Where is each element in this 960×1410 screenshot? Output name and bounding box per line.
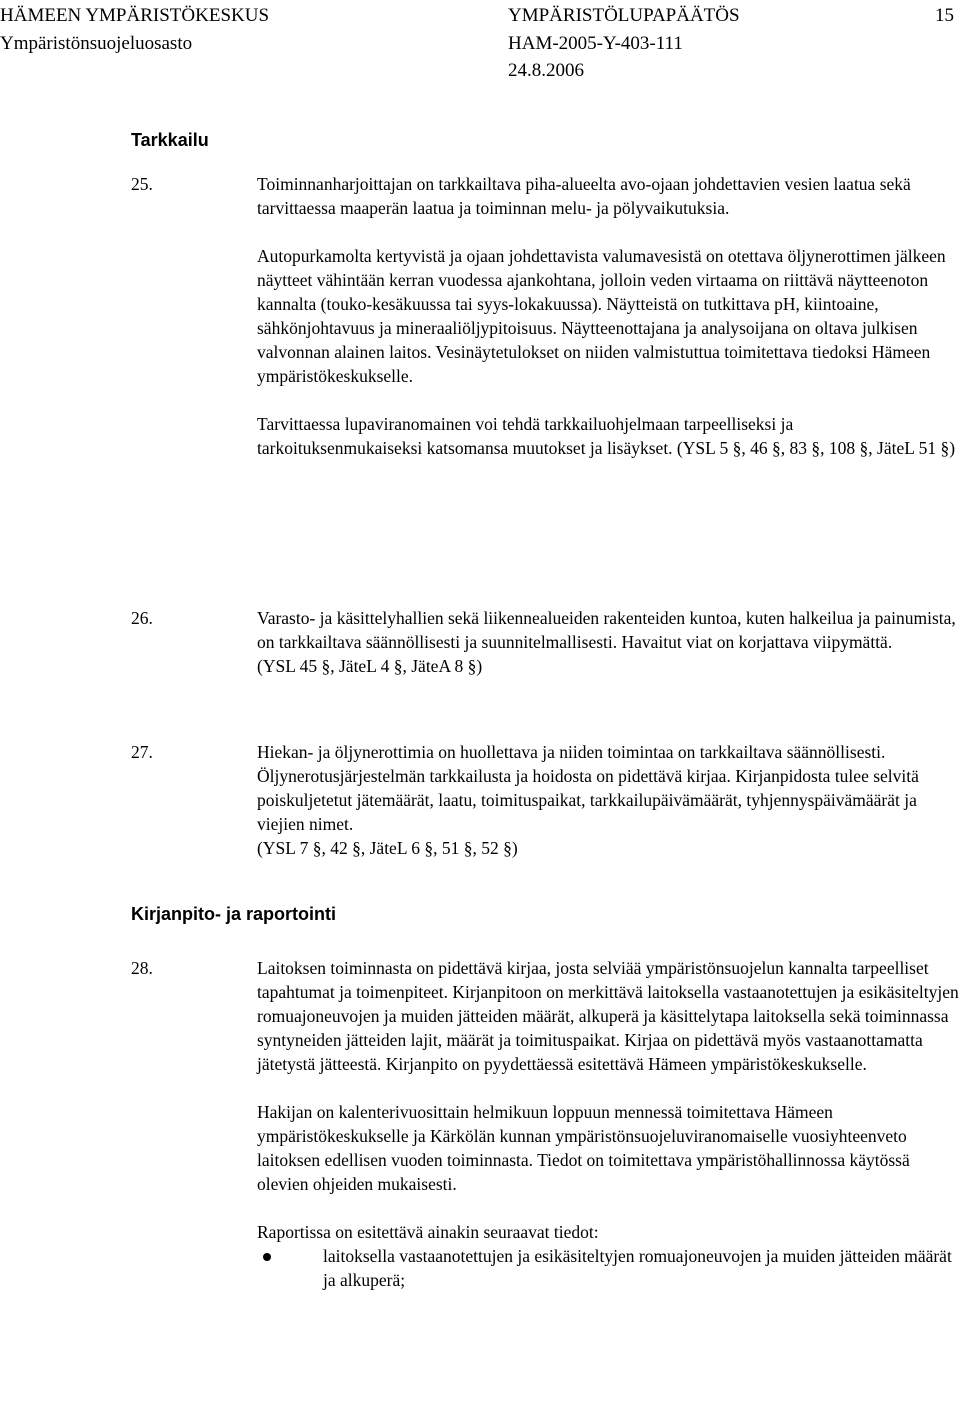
section-heading-kirjanpito: Kirjanpito- ja raportointi: [131, 904, 336, 924]
header-department: Ympäristönsuojeluosasto: [0, 33, 193, 54]
paragraph: Hakijan on kalenterivuosittain helmikuun loppuun mennessä toimitettava Hämeen ympäristökeskukselle ja Kärkölän kunnan ympäristönsuojeluviranomaiselle vuosiyhteenveto laitoksen edellisen vuoden toiminnasta. Tiedot on toimitettava ympäristöhallinnossa käytössä olevien ohjeiden mukaisesti.: [257, 1102, 910, 1194]
clause-body: [257, 956, 960, 1292]
legal-reference: (YSL 45 §, JäteL 4 §, JäteA 8 §): [257, 656, 483, 676]
paragraph: Hiekan- ja öljynerottimia on huollettava ja niiden toimintaa on tarkkailtava säännöllisesti. Öljynerotusjärjestelmän tarkkailusta ja hoidosta on pidettävä kirjaa. Kirjanpidosta tulee selvitä poiskuljetetut jätemäärät, laatu, toimituspaikat, tarkkailupäivämäärät, tyhjennyspäivämäärät ja viejien nimet.: [257, 742, 919, 834]
paragraph: Varasto- ja käsittelyhallien sekä liikennealueiden rakenteiden kuntoa, kuten halkeilua ja painumista, on tarkkailtava säännöllisesti ja suunnitelmallisesti. Havaitut viat on korjattava viipymättä.: [257, 608, 956, 652]
clause-body: [257, 606, 960, 678]
paragraph: Raportissa on esitettävä ainakin seuraavat tiedot:: [257, 1222, 599, 1242]
header-organization: HÄMEEN YMPÄRISTÖKESKUS: [0, 5, 270, 26]
header-date: 24.8.2006: [508, 60, 584, 81]
clause-25: [131, 172, 960, 460]
list-item: [257, 1244, 960, 1292]
page-number: 15: [935, 5, 954, 26]
clause-number: 25.: [131, 174, 153, 194]
bullet-icon: [263, 1253, 271, 1261]
section-heading-tarkkailu: Tarkkailu: [131, 130, 209, 150]
paragraph: Tarvittaessa lupaviranomainen voi tehdä tarkkailuohjelmaan tarpeelliseksi ja tarkoituksenmukaiseksi katsomansa muutokset ja lisäykset. (YSL 5 §, 46 §, 83 §, 108 §, JäteL 51 §): [257, 414, 956, 458]
legal-reference: (YSL 7 §, 42 §, JäteL 6 §, 51 §, 52 §): [257, 838, 518, 858]
header-document-type: YMPÄRISTÖLUPAPÄÄTÖS: [508, 5, 740, 26]
clause-28: [131, 956, 960, 1292]
clause-body: [257, 740, 960, 860]
clause-number: 27.: [131, 742, 153, 762]
bullet-list: [257, 1244, 960, 1292]
paragraph: Laitoksen toiminnasta on pidettävä kirjaa, josta selviää ympäristönsuojelun kannalta tarpeelliset tapahtumat ja toimenpiteet. Kirjanpitoon on merkittävä laitoksella vastaanotettujen ja esikäsiteltyjen romuajoneuvojen ja muiden jätteiden määrät, alkuperä ja käsittelytapa laitoksella sekä toiminnassa syntyneiden jätteiden lajit, määrät ja toimituspaikat. Kirjaa on pidettävä myös vastaanottamatta jätetystä jätteestä. Kirjanpito on pyydettäessä esitettävä Hämeen ympäristökeskukselle.: [257, 958, 959, 1074]
paragraph: Autopurkamolta kertyvistä ja ojaan johdettavista valumavesistä on otettava öljynerottimen jälkeen näytteet vähintään kerran vuodessa ajankohtana, jolloin veden virtaama on riittävä näytteenoton kannalta (touko-kesäkuussa tai syys-lokakuussa). Näytteistä on tutkittava pH, kiintoaine, sähkönjohtavuus ja mineraaliöljypitoisuus. Näytteenottajana ja analysoijana on oltava julkisen valvonnan alainen laitos. Vesinäytetulokset on niiden valmistuttua toimitettava tiedoksi Hämeen ympäristökeskukselle.: [257, 246, 946, 386]
clause-26: [131, 606, 960, 678]
clause-number: 26.: [131, 608, 153, 628]
clause-27: [131, 740, 960, 860]
clause-number: 28.: [131, 958, 153, 978]
list-item-text: laitoksella vastaanotettujen ja esikäsiteltyjen romuajoneuvojen ja muiden jätteiden määrät ja alkuperä;: [323, 1246, 952, 1290]
clause-body: [257, 172, 960, 460]
paragraph: Toiminnanharjoittajan on tarkkailtava piha-alueelta avo-ojaan johdettavien vesien laatua sekä tarvittaessa maaperän laatua ja toiminnan melu- ja pölyvaikutuksia.: [257, 174, 911, 218]
header-document-id: HAM-2005-Y-403-111: [508, 33, 683, 54]
